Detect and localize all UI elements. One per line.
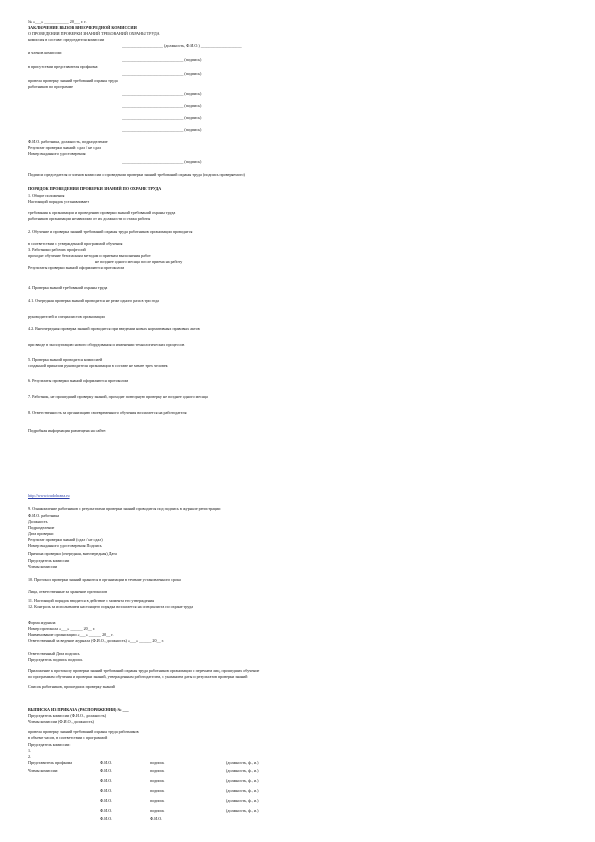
journal-certificate: Номер выданного удостоверения Подпись: [28, 543, 102, 548]
extract-volume: в объеме часов, в соответствии с программой: [28, 735, 108, 740]
organization-row: Наименование организации «___» ______ 20__ г.: [28, 632, 114, 637]
section-1-title: 1. Общие положения: [28, 193, 65, 198]
section-12: 12. Контроль за исполнением настоящего порядка возлагается на специалиста по охране труда: [28, 604, 194, 609]
check-description: провела проверку знаний требований охраны труда: [28, 78, 118, 83]
signature-row-fio: Ф.И.О.: [100, 768, 113, 773]
signature-row-sign: подпись: [150, 798, 165, 803]
appendix-text-1: Приложение к протоколу проверки знаний требований охраны труда работников организации с перечнем лиц, прошедших обучение: [28, 668, 260, 673]
section-5: 5. Проверка знаний проводится комиссией: [28, 357, 103, 362]
workers-list-label: Список работников, прошедших проверку знаний: [28, 684, 115, 689]
section-4-2-cont: при вводе в эксплуатацию нового оборудования и изменении технологических процессов: [28, 342, 185, 347]
chairman-field: ____________________ (должность, Ф.И.О.) ____________________: [122, 43, 242, 48]
section-9-info: Подробная информация размещена на сайте:: [28, 428, 107, 433]
signature-row-position: (должность, ф., и.): [226, 808, 259, 813]
signature-row-sign: подпись: [150, 788, 165, 793]
signature-row-fio: Ф.И.О.: [100, 798, 113, 803]
program-field-3: ______________________________ (подпись): [122, 115, 202, 120]
section-3-text-2: не позднее одного месяца после приема на работу: [95, 259, 183, 264]
journal-fio: Ф.И.О. работника: [28, 513, 60, 518]
result-label: Результат проверки знаний: сдал / не сдал: [28, 145, 102, 150]
signature-row-fio-extra: Ф.И.О.: [150, 816, 163, 821]
signature-row-sign: подпись: [150, 808, 165, 813]
section-2-text: 2. Обучение и проверка знаний требований охраны труда работников организации проводятся: [28, 229, 193, 234]
program-field-4: ______________________________ (подпись): [122, 127, 202, 132]
journal-date: Дата проверки: [28, 531, 54, 536]
protocol-number-line: № «___» ____________ 20___ г. г.: [28, 19, 87, 24]
signature-row-fio: Ф.И.О.: [100, 788, 113, 793]
reference-link[interactable]: http://www.trudohrana.ru: [28, 493, 70, 498]
section-2-text-2: в соответствии с утвержденной программой обучения: [28, 241, 123, 246]
signature-row-fio: Ф.И.О.: [100, 760, 113, 765]
journal-chairman: Председатель комиссии: [28, 558, 70, 563]
journal-result: Результат проверки знаний (сдал / не сдал): [28, 537, 103, 542]
extra-fio: Ф.И.О.: [100, 816, 113, 821]
protocol-subtitle: О ПРОВЕДЕНИИ ПРОВЕРКИ ЗНАНИЙ ТРЕБОВАНИЙ ОХРАНЫ ТРУДА: [28, 31, 160, 36]
extract-chairman-label: Председатель комиссии:: [28, 742, 71, 747]
extract-chairman: Председатель комиссии (Ф.И.О., должность): [28, 713, 107, 718]
member-field-1: ______________________________ (подпись): [122, 57, 202, 62]
section-6: 6. Результаты проверки знаний оформляются протоколом: [28, 378, 129, 383]
section-11: 11. Настоящий порядок вводится в действие с момента его утверждения: [28, 598, 154, 603]
journal-members: Члены комиссии: [28, 564, 58, 569]
signature-row-position: (должность, ф., и.): [226, 788, 259, 793]
program-field-2: ______________________________ (подпись): [122, 103, 202, 108]
section-10-cont: Лица, ответственные за хранение протоколов: [28, 589, 108, 594]
protocol-title: ЗАКЛЮЧЕНИЕ ВЫЗОВ ВНЕОЧЕРЕДНОЙ КОМИССИИ: [28, 25, 137, 30]
certificate-field: ______________________________ (подпись): [122, 159, 202, 164]
journal-reason: Причина проверки (очередная, внеочередная) Дата: [28, 551, 117, 556]
certificate-label: Номер выданного удостоверения: [28, 151, 86, 156]
section-10: 10. Протокол проверки знаний хранится в организации в течение установленного срока: [28, 577, 181, 582]
signature-row-fio: Ф.И.О.: [100, 808, 113, 813]
signature-row-left: Члены комиссии:: [28, 768, 59, 773]
section-7: 7. Работник, не прошедший проверку знаний, проходит повторную проверку не позднее одного месяца: [28, 394, 208, 399]
extract-check: провела проверку знаний требований охраны труда работников: [28, 729, 139, 734]
signature-row-position: (должность, ф., и.): [226, 778, 259, 783]
journal-department: Подразделение: [28, 525, 55, 530]
section-4-2: 4.2. Внеочередная проверка знаний проводится при введении новых нормативных правовых актов: [28, 326, 200, 331]
extract-item-2: 2.: [28, 754, 32, 759]
journal-form-title: Форма журнала: [28, 620, 56, 625]
signature-row-sign: подпись: [150, 760, 165, 765]
extract-union-rep: Представитель профкома: [28, 760, 73, 765]
procedure-heading: ПОРЯДОК ПРОВЕДЕНИЯ ПРОВЕРКИ ЗНАНИЙ ПО ОХРАНЕ ТРУДА: [28, 186, 162, 191]
section-1-text-2: требования к организации и проведению проверки знаний требований охраны труда: [28, 210, 176, 215]
section-4-1: 4.1. Очередная проверка знаний проводится не реже одного раза в три года: [28, 298, 159, 303]
signatures-note: Подписи председателя и членов комиссии о проведении проверки знаний требований охраны труда (подпись проверяемого): [28, 172, 245, 177]
responsible-row: Ответственный за ведение журнала (Ф.И.О., должность) «___» ______ 20__ г.: [28, 638, 164, 643]
section-1-text: Настоящий порядок устанавливает: [28, 199, 89, 204]
signature-row-sign: подпись: [150, 778, 165, 783]
section-3-text: проходят обучение безопасным методам и приемам выполнения работ: [28, 253, 151, 258]
appendix-text-2: по программам обучения и проверки знаний, утвержденным работодателем, с указанием даты и результатов проверки знаний: [28, 674, 248, 679]
union-rep-label: в присутствии представителя профкома:: [28, 64, 99, 69]
protocol-number-row: Номер протокола «___» ______ 20__ г.: [28, 626, 96, 631]
program-label: работников по программе: [28, 84, 73, 89]
worker-info-label: Ф.И.О. работника, должность, подразделение: [28, 139, 108, 144]
extract-item-1: 1.: [28, 748, 32, 753]
signature-row-fio: Ф.И.О.: [100, 778, 113, 783]
members-label: и членов комиссии:: [28, 50, 63, 55]
extract-title: ВЫПИСКА ИЗ ПРИКАЗА (РАСПОРЯЖЕНИЯ) № ___: [28, 707, 129, 712]
section-4-title: 4. Проверка знаний требований охраны труда: [28, 285, 108, 290]
extract-members: Члены комиссии (Ф.И.О., должность): [28, 719, 94, 724]
section-3-text-3: Результаты проверки знаний оформляются протоколом: [28, 265, 125, 270]
section-1-text-3: работников организации независимо от их должности и стажа работы: [28, 216, 151, 221]
commission-composition: комиссия в составе: председателя комиссии: [28, 37, 105, 42]
section-9: 9. Ознакомление работников с результатами проверки знаний проводится под подпись в журнале регистрации: [28, 506, 221, 511]
section-4-1-cont: руководителей и специалистов организации: [28, 314, 105, 319]
union-rep-field: ______________________________ (подпись): [122, 71, 202, 76]
signature-row-position: (должность, ф., и.): [226, 768, 259, 773]
signature-row-sign: подпись: [150, 768, 165, 773]
journal-position: Должность: [28, 519, 48, 524]
program-field-1: ______________________________ (подпись): [122, 91, 202, 96]
section-5-cont: созданной приказом руководителя организации в составе не менее трех человек: [28, 363, 168, 368]
signature-row-position: (должность, ф., и.): [226, 760, 259, 765]
signature-row-position: (должность, ф., и.): [226, 798, 259, 803]
section-8: 8. Ответственность за организацию своевременного обучения возлагается на работодателя: [28, 410, 187, 415]
chairman-sign-row: Председатель подпись подпись: [28, 657, 83, 662]
responsible-sign-row: Ответственный Дата подпись: [28, 651, 80, 656]
section-3-title: 3. Работники рабочих профессий: [28, 247, 86, 252]
